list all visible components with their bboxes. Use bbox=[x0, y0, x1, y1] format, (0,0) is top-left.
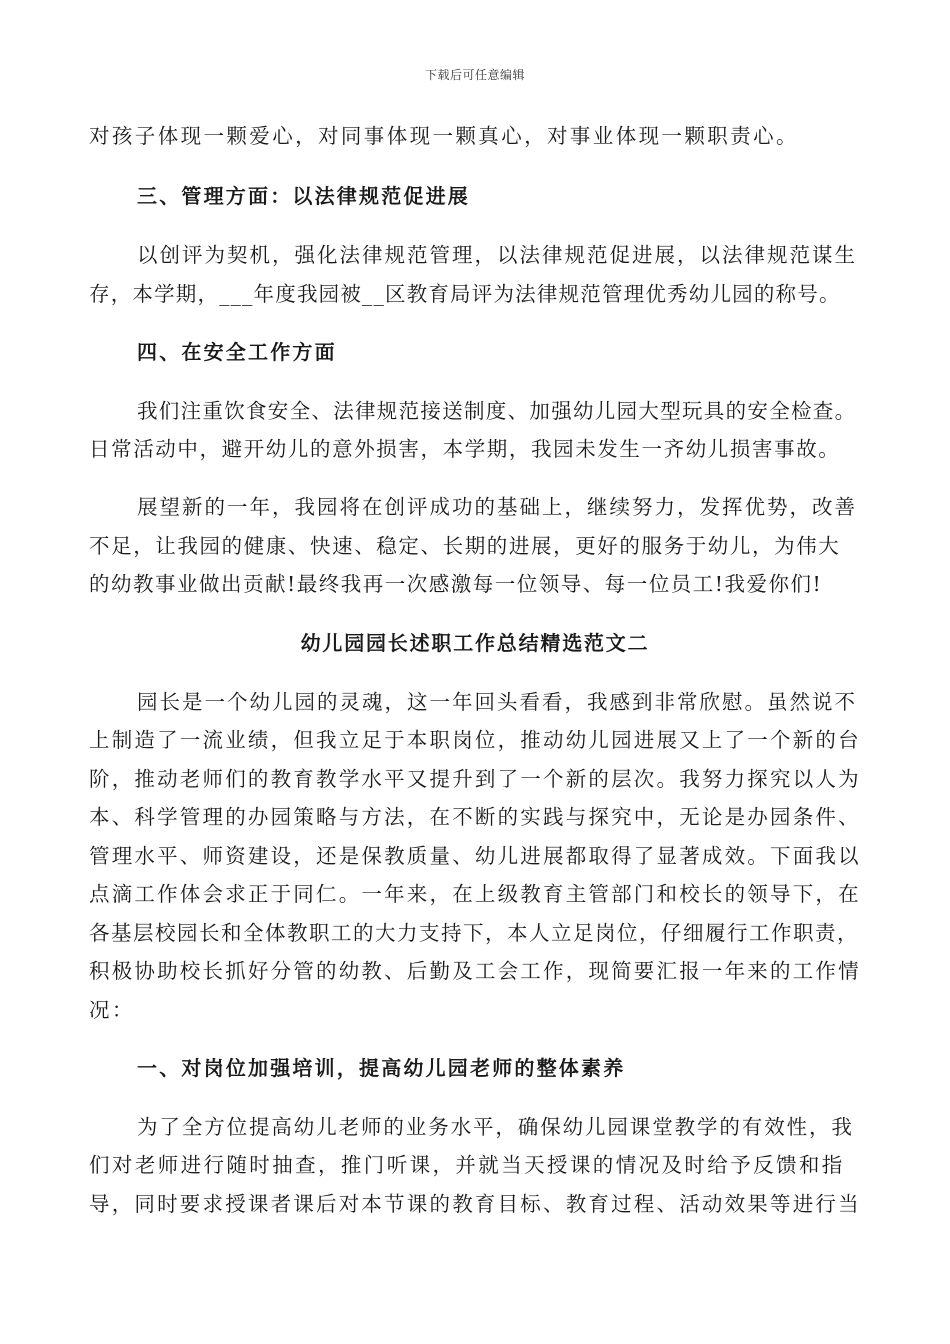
paragraph-line: 以创评为契机，强化法律规范管理，以法律规范促进展，以法律规范谋生 bbox=[137, 243, 857, 267]
paragraph-line: 对孩子体现一颗爱心，对同事体现一颗真心，对事业体现一颗职责心。 bbox=[89, 124, 799, 148]
section-heading: 一、对岗位加强培训，提高幼儿园老师的整体素养 bbox=[137, 1056, 626, 1080]
paragraph-line: 展望新的一年，我园将在创评成功的基础上，继续努力，发挥优势，改善 bbox=[137, 495, 857, 519]
paragraph-line: 我们注重饮食安全、法律规范接送制度、加强幼儿园大型玩具的安全检查。 bbox=[137, 399, 857, 423]
section-heading: 四、在安全工作方面 bbox=[137, 340, 337, 364]
page-header: 下载后可任意编辑 bbox=[424, 68, 525, 82]
paragraph-line: 日常活动中，避开幼儿的意外损害，本学期，我园未发生一齐幼儿损害事故。 bbox=[89, 437, 841, 461]
section-title: 幼儿园园长述职工作总结精选范文二 bbox=[300, 631, 650, 655]
paragraph-line: 的幼教事业做出贡献!最终我再一次感激每一位领导、每一位员工!我爱你们! bbox=[89, 572, 823, 596]
paragraph-line: 存，本学期，___年度我园被__区教育局评为法律规范管理优秀幼儿园的称号。 bbox=[89, 282, 841, 306]
paragraph-line: 上制造了一流业绩，但我立足于本职岗位，推动幼儿园进展又上了一个新的台 bbox=[89, 728, 861, 752]
paragraph-line: 们对老师进行随时抽查，推门听课，并就当天授课的情况及时给予反馈和指 bbox=[89, 1153, 845, 1177]
paragraph-line: 导，同时要求授课者课后对本节课的教育目标、教育过程、活动效果等进行当 bbox=[89, 1192, 861, 1216]
paragraph-line: 况： bbox=[89, 998, 135, 1022]
paragraph-line: 园长是一个幼儿园的灵魂，这一年回头看看，我感到非常欣慰。虽然说不 bbox=[137, 690, 857, 714]
paragraph-line: 积极协助校长抓好分管的幼教、后勤及工会工作，现简要汇报一年来的工作情 bbox=[89, 959, 861, 983]
paragraph-line: 管理水平、师资建设，还是保教质量、幼儿进展都取得了显著成效。下面我以 bbox=[89, 844, 861, 868]
section-heading: 三、管理方面：以法律规范促进展 bbox=[137, 184, 470, 208]
paragraph-line: 各基层校园长和全体教职工的大力支持下，本人立足岗位，仔细履行工作职责， bbox=[89, 921, 859, 945]
paragraph-line: 阶，推动老师们的教育教学水平又提升到了一个新的层次。我努力探究以人为 bbox=[89, 767, 861, 791]
paragraph-line: 点滴工作体会求正于同仁。一年来，在上级教育主管部门和校长的领导下，在 bbox=[89, 882, 861, 906]
paragraph-line: 本、科学管理的办园策略与方法，在不断的实践与探究中，无论是办园条件、 bbox=[89, 805, 861, 829]
paragraph-line: 不足，让我园的健康、快速、稳定、长期的进展，更好的服务于幼儿，为伟大 bbox=[89, 534, 841, 558]
paragraph-line: 为了全方位提高幼儿老师的业务水平，确保幼儿园课堂教学的有效性，我 bbox=[137, 1115, 854, 1139]
